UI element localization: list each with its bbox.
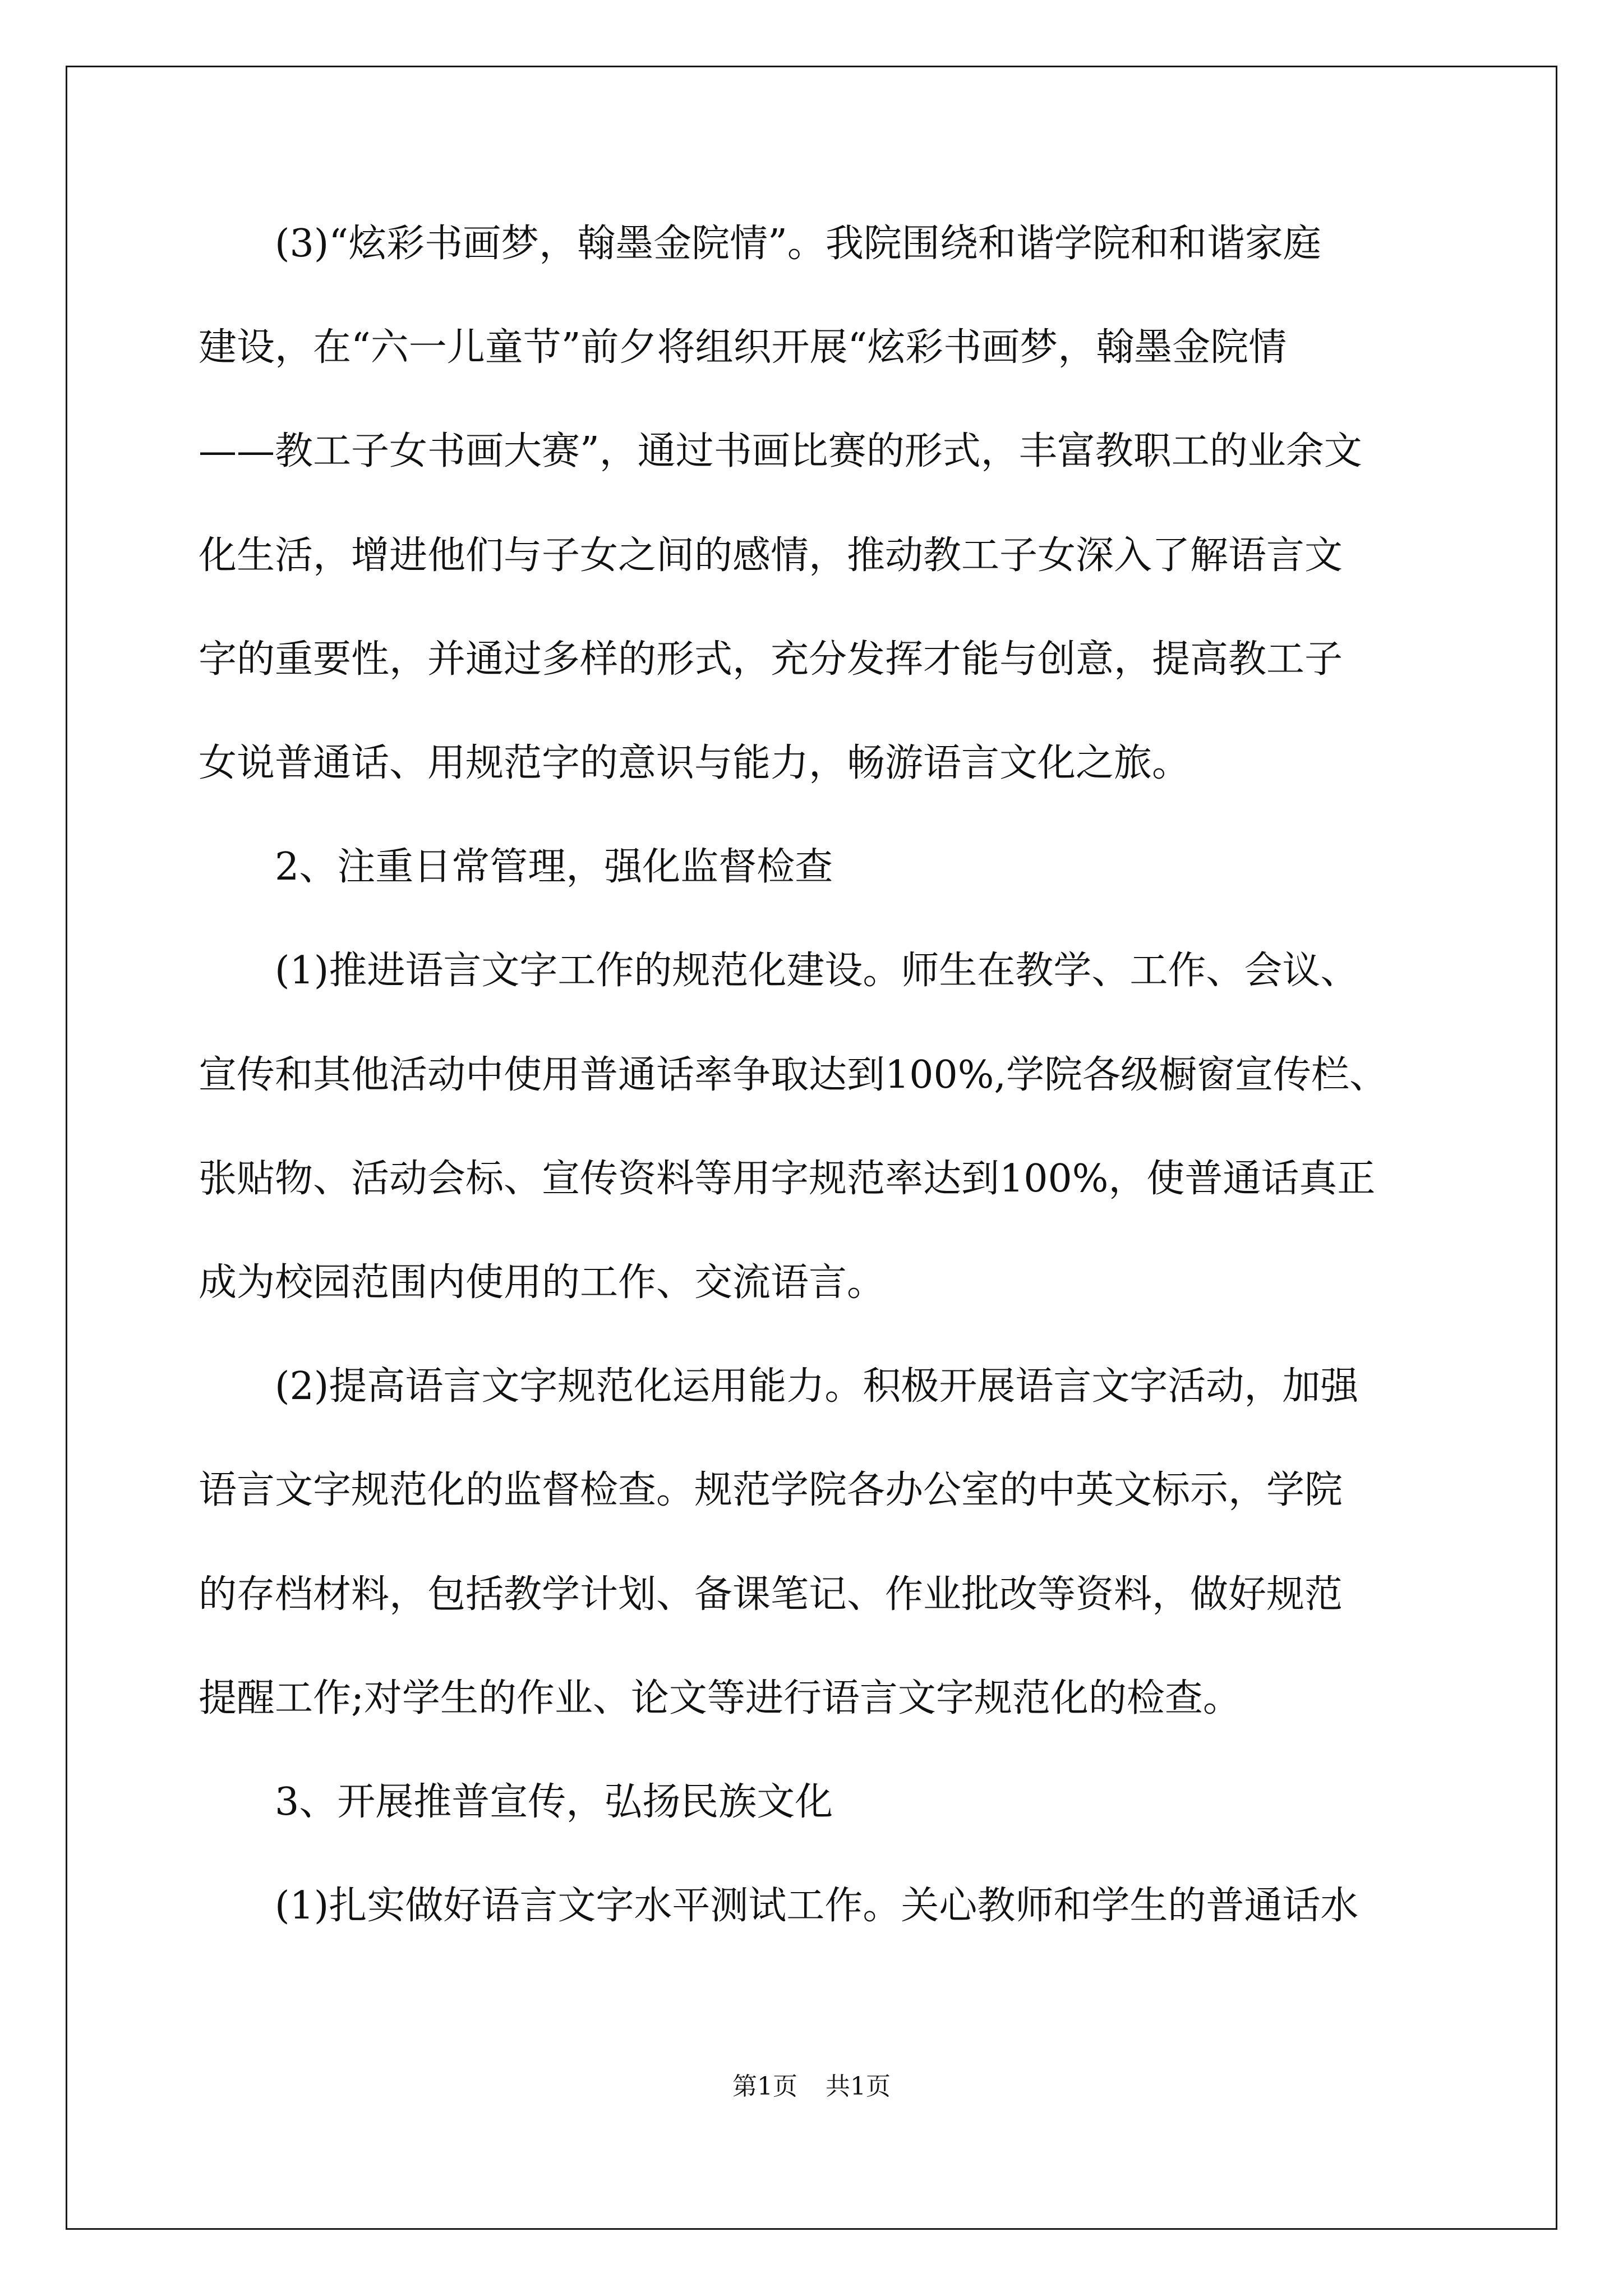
paragraph-line: (1)推进语言文字工作的规范化建设。师生在教学、工作、会议、 <box>275 949 1359 993</box>
section-heading: 3、开展推普宣传，弘扬民族文化 <box>275 1780 833 1824</box>
paragraph-line: 女说普通话、用规范字的意识与能力，畅游语言文化之旅。 <box>199 741 1191 785</box>
paragraph-line: (2)提高语言文字规范化运用能力。积极开展语言文字活动，加强 <box>275 1364 1359 1409</box>
section-heading: 2、注重日常管理，强化监督检查 <box>275 845 833 889</box>
paragraph-line: (3)“炫彩书画梦，翰墨金院情”。我院围绕和谐学院和和谐家庭 <box>275 222 1321 266</box>
paragraph-line: 语言文字规范化的监督检查。规范学院各办公室的中英文标示，学院 <box>199 1468 1343 1512</box>
page-number-current: 第1页 <box>732 2072 797 2101</box>
paragraph-line: 建设，在“六一儿童节”前夕将组织开展“炫彩书画梦，翰墨金院情 <box>199 325 1287 370</box>
paragraph-line: 的存档材料，包括教学计划、备课笔记、作业批改等资料，做好规范 <box>199 1572 1343 1617</box>
paragraph-line: 化生活，增进他们与子女之间的感情，推动教工子女深入了解语言文 <box>199 533 1343 578</box>
paragraph-line: 宣传和其他活动中使用普通话率争取达到100%,学院各级橱窗宣传栏、 <box>199 1053 1388 1097</box>
paragraph-line: 提醒工作;对学生的作业、论文等进行语言文字规范化的检查。 <box>199 1676 1241 1720</box>
paragraph-line: (1)扎实做好语言文字水平测试工作。关心教师和学生的普通话水 <box>275 1884 1359 1928</box>
paragraph-line: 张贴物、活动会标、宣传资料等用字规范率达到100%，使普通话真正 <box>199 1157 1376 1201</box>
paragraph-line: ——教工子女书画大赛”，通过书画比赛的形式，丰富教职工的业余文 <box>199 429 1362 473</box>
page-footer <box>0 2070 1623 2104</box>
paragraph-line: 字的重要性，并通过多样的形式，充分发挥才能与创意，提高教工子 <box>199 637 1343 682</box>
paragraph-line: 成为校园范围内使用的工作、交流语言。 <box>199 1260 886 1305</box>
page-number-total: 共1页 <box>826 2072 891 2101</box>
